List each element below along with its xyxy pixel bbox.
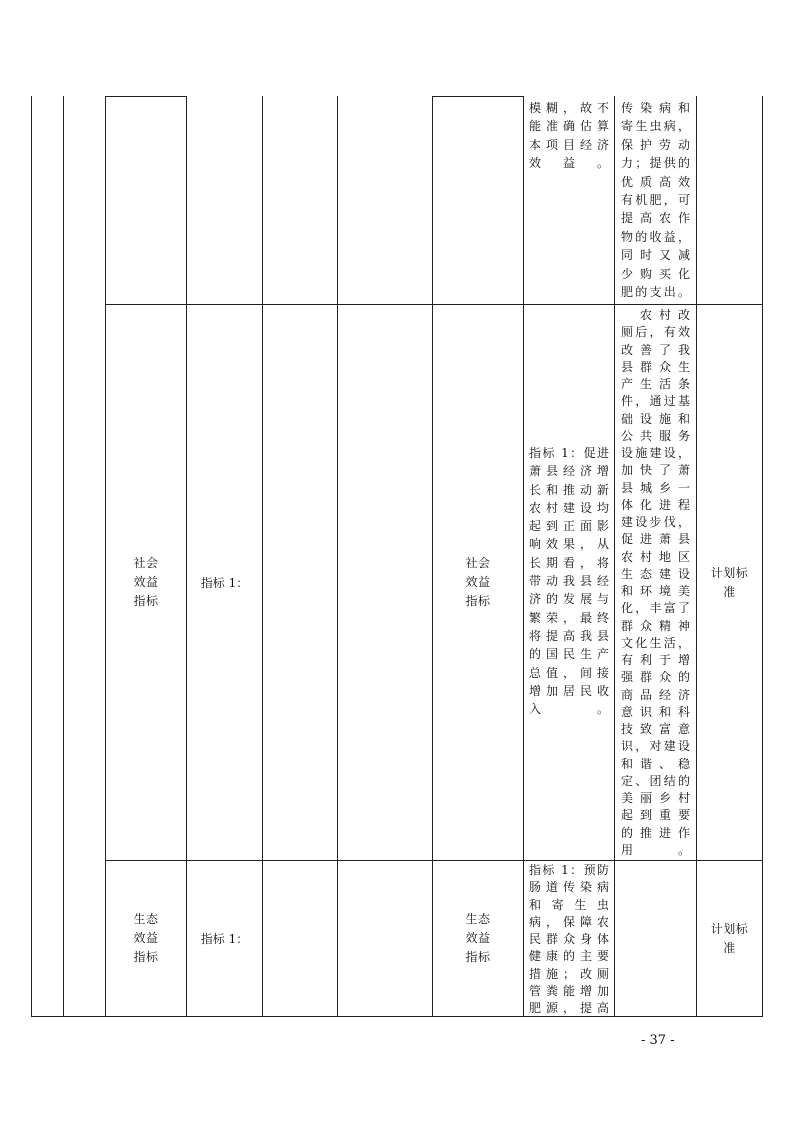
grid-hline xyxy=(432,96,524,97)
ecological-benefit-category: 生态 效益 指标 xyxy=(133,912,159,964)
grid-hline xyxy=(105,96,187,97)
economic-benefit-completion: 传染病和 寄生虫病， 保护劳动 力；提供的 优质高效 有机肥，可 提高农作 物的收益， 同时又减 少购买化 肥的支出。 xyxy=(621,101,690,300)
social-benefit-category: 社会 效益 指标 xyxy=(133,556,159,608)
social-benefit-indicator: 指标 1： xyxy=(200,576,249,590)
ecological-benefit-category-2: 生态 效益 指标 xyxy=(465,912,491,964)
ecological-benefit-standard: 计划标 准 xyxy=(710,921,749,955)
grid-vline xyxy=(63,96,64,1017)
social-benefit-description: 指标 1：促进 萧县经济增 长和推动新 农村建设均 起到正面影 响效果，从 长期看，将 带动我县经 济的发展与 繁荣，最终 将提高我县 的国民生产 总值，间接 增加居民收 入。 xyxy=(529,446,609,717)
economic-benefit-description: 模糊，故不 能准确估算 本项目经济 效益。 xyxy=(529,101,609,171)
ecological-benefit-description: 指标 1：预防 肠道传染病 和寄生虫 病，保障农 民群众身体 健康的主要 措施；改厕 管粪能增加 肥源，提高 xyxy=(529,863,609,1016)
grid-vline xyxy=(262,96,263,1017)
grid-vline xyxy=(762,96,763,1017)
grid-vline xyxy=(337,96,338,1017)
social-benefit-category-2: 社会 效益 指标 xyxy=(465,556,491,608)
social-benefit-standard: 计划标 准 xyxy=(710,565,749,599)
page-number: - 37 - xyxy=(641,1033,675,1048)
grid-vline xyxy=(614,96,615,1017)
grid-vline xyxy=(523,96,524,1017)
social-benefit-completion: 农村改 厕后，有效 改善了我 县群众生 产生活条 件，通过基 础设施和 公共服务 设施建设， 加快了萧 县城乡一 体化进程 建设步伐， 促进萧县 农村地区 生态建设 和环境美 化，丰富了 群众精神 文化生活， 有利于增 强群众的 商品经济 意识和科 技致富意 识，对建设 和谐、稳 定、团结的 美丽乡村 起到重要 的推进作 用。 xyxy=(621,308,690,857)
ecological-benefit-indicator: 指标 1： xyxy=(200,932,249,946)
grid-vline xyxy=(31,96,32,1017)
grid-hline xyxy=(31,1016,763,1017)
